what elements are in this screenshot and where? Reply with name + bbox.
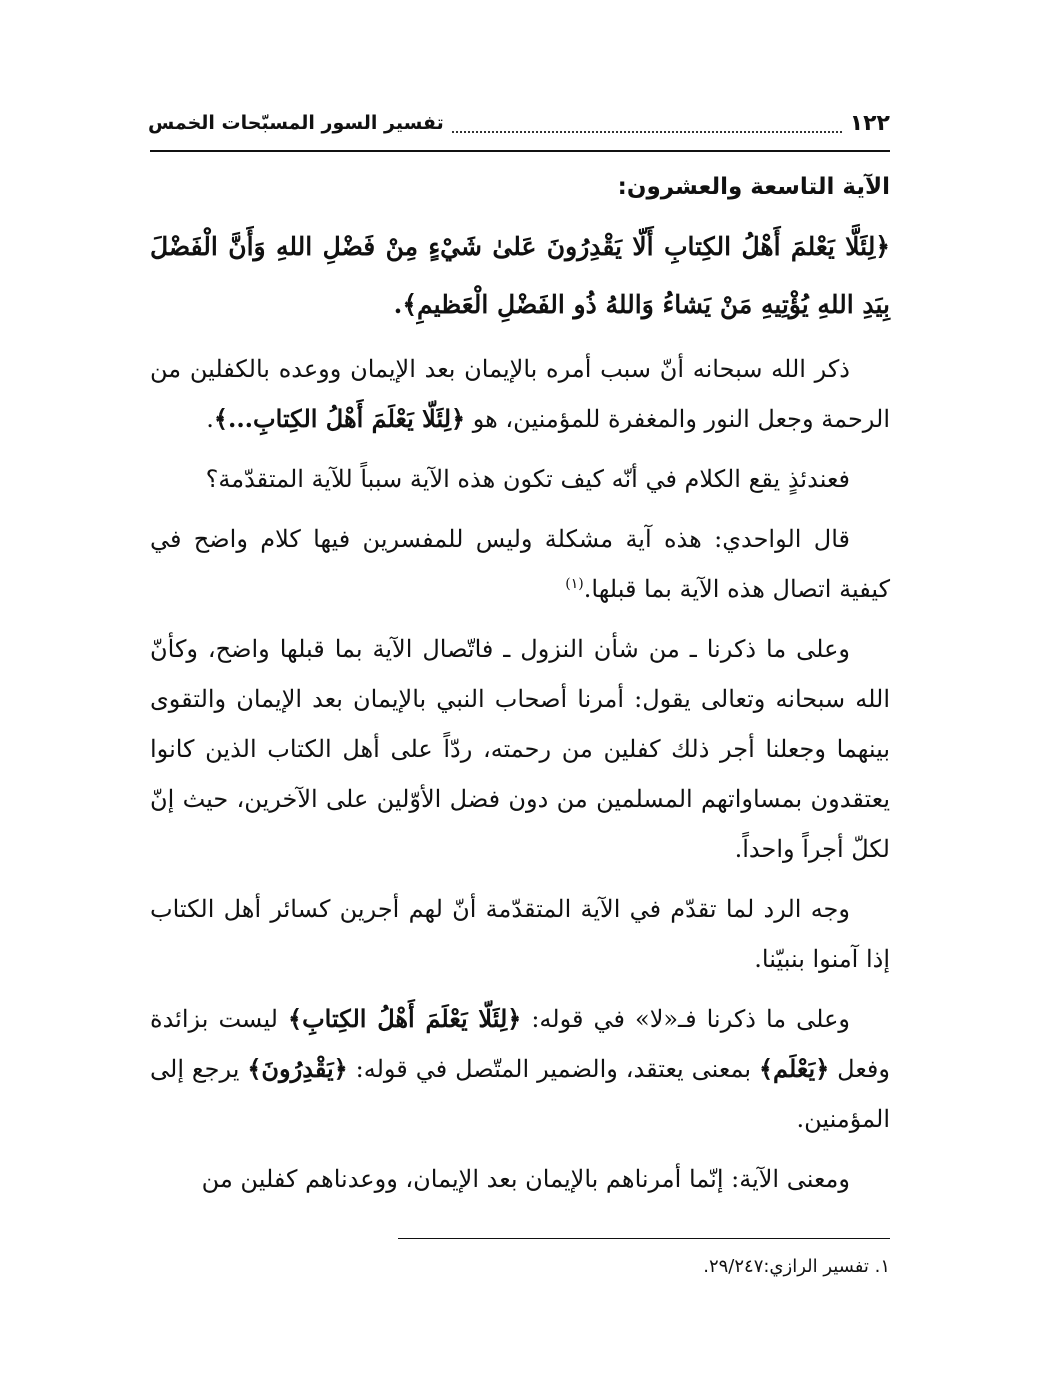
page-number: ١٢٢: [849, 110, 890, 136]
paragraph-5: وجه الرد لما تقدّم في الآية المتقدّمة أنّ لهم أجرين كسائر أهل الكتاب إذا آمنوا بنبيّنا.: [150, 895, 890, 973]
paragraph-4: وعلى ما ذكرنا ـ من شأن النزول ـ فاتّصال الآية بما قبلها واضح، وكأنّ الله سبحانه وتعالى يقول: أمرنا أصحاب النبي بالإيمان بعد الإيمان والتقوى بينهما وجعلنا أجر ذلك كفلين من رحمته، ردّاً على أهل الكتاب الذين كانوا يعتقدون بمساواتهم المسلمين من دون فضل الأوّلين على الآخرين، حيث إنّ لكلّ أجراً واحداً.: [150, 635, 890, 863]
paragraph-6: [150, 994, 890, 1144]
paragraph-1-text: ذكر الله سبحانه أنّ سبب أمره بالإيمان بعد الإيمان ووعده بالكفلين من الرحمة وجعل النور والمغفرة للمؤمنين، هو: [150, 355, 890, 433]
paragraph-6-verse-quote-1: ﴿لِئَلّا يَعْلَمَ أَهْلُ الكِتابِ﴾: [288, 1004, 522, 1033]
footnote-reference[interactable]: (١): [565, 576, 584, 592]
paragraph-6-verse-quote-3: ﴿يَقْدِرُونَ﴾: [247, 1054, 348, 1083]
paragraph-3-text: قال الواحدي: هذه آية مشكلة وليس للمفسرين فيها كلام واضح في كيفية اتصال هذه الآية بما قبلها.: [150, 525, 890, 603]
header-dot-leader: [452, 109, 842, 133]
section-heading: الآية التاسعة والعشرون:: [617, 174, 890, 200]
paragraph-1-verse-quote: ﴿لِئَلّا يَعْلَمَ أَهْلُ الكِتابِ...﴾: [213, 404, 466, 433]
page-header: [148, 103, 890, 143]
running-book-title: تفسير السور المسبّحات الخمس: [148, 112, 444, 134]
paragraph-6-part-d: يرجع إلى المؤمنين.: [150, 1055, 890, 1133]
paragraph-6-part-a: وعلى ما ذكرنا فـ«لا» في قوله:: [521, 1005, 851, 1033]
paragraph-6-verse-quote-2: ﴿يَعْلَم﴾: [758, 1054, 830, 1083]
paragraph-6-part-b: ليست بزائدة وفعل: [150, 1005, 890, 1083]
paragraph-3: [150, 514, 890, 614]
footnote: ١. تفسير الرازي:٢٩/٢٤٧.: [703, 1256, 890, 1277]
paragraph-6-part-c: بمعنى يعتقد، والضمير المتّصل في قوله:: [347, 1055, 759, 1083]
quranic-verse: ﴿لِئَلَّا يَعْلمَ أَهْلُ الكِتابِ أَلّا يَقْدِرُونَ عَلىٰ شَيْءٍ مِنْ فَضْلِ اللهِ وَأَنَّ الْفَضْلَ بِيَدِ اللهِ يُؤْتِيهِ مَنْ يَشاءُ وَاللهُ ذُو الفَضْلِ الْعَظيمِ﴾.: [150, 232, 890, 319]
main-text: [150, 162, 890, 1214]
paragraph-1-end: .: [206, 405, 214, 433]
paragraph-2: فعندئذٍ يقع الكلام في أنّه كيف تكون هذه الآية سبباً للآية المتقدّمة؟: [205, 465, 850, 493]
header-rule: [150, 150, 890, 152]
paragraph-7: ومعنى الآية: إنّما أمرناهم بالإيمان بعد الإيمان، ووعدناهم كفلين من: [201, 1165, 850, 1193]
footnote-rule: [398, 1238, 890, 1239]
paragraph-1: [150, 344, 890, 444]
